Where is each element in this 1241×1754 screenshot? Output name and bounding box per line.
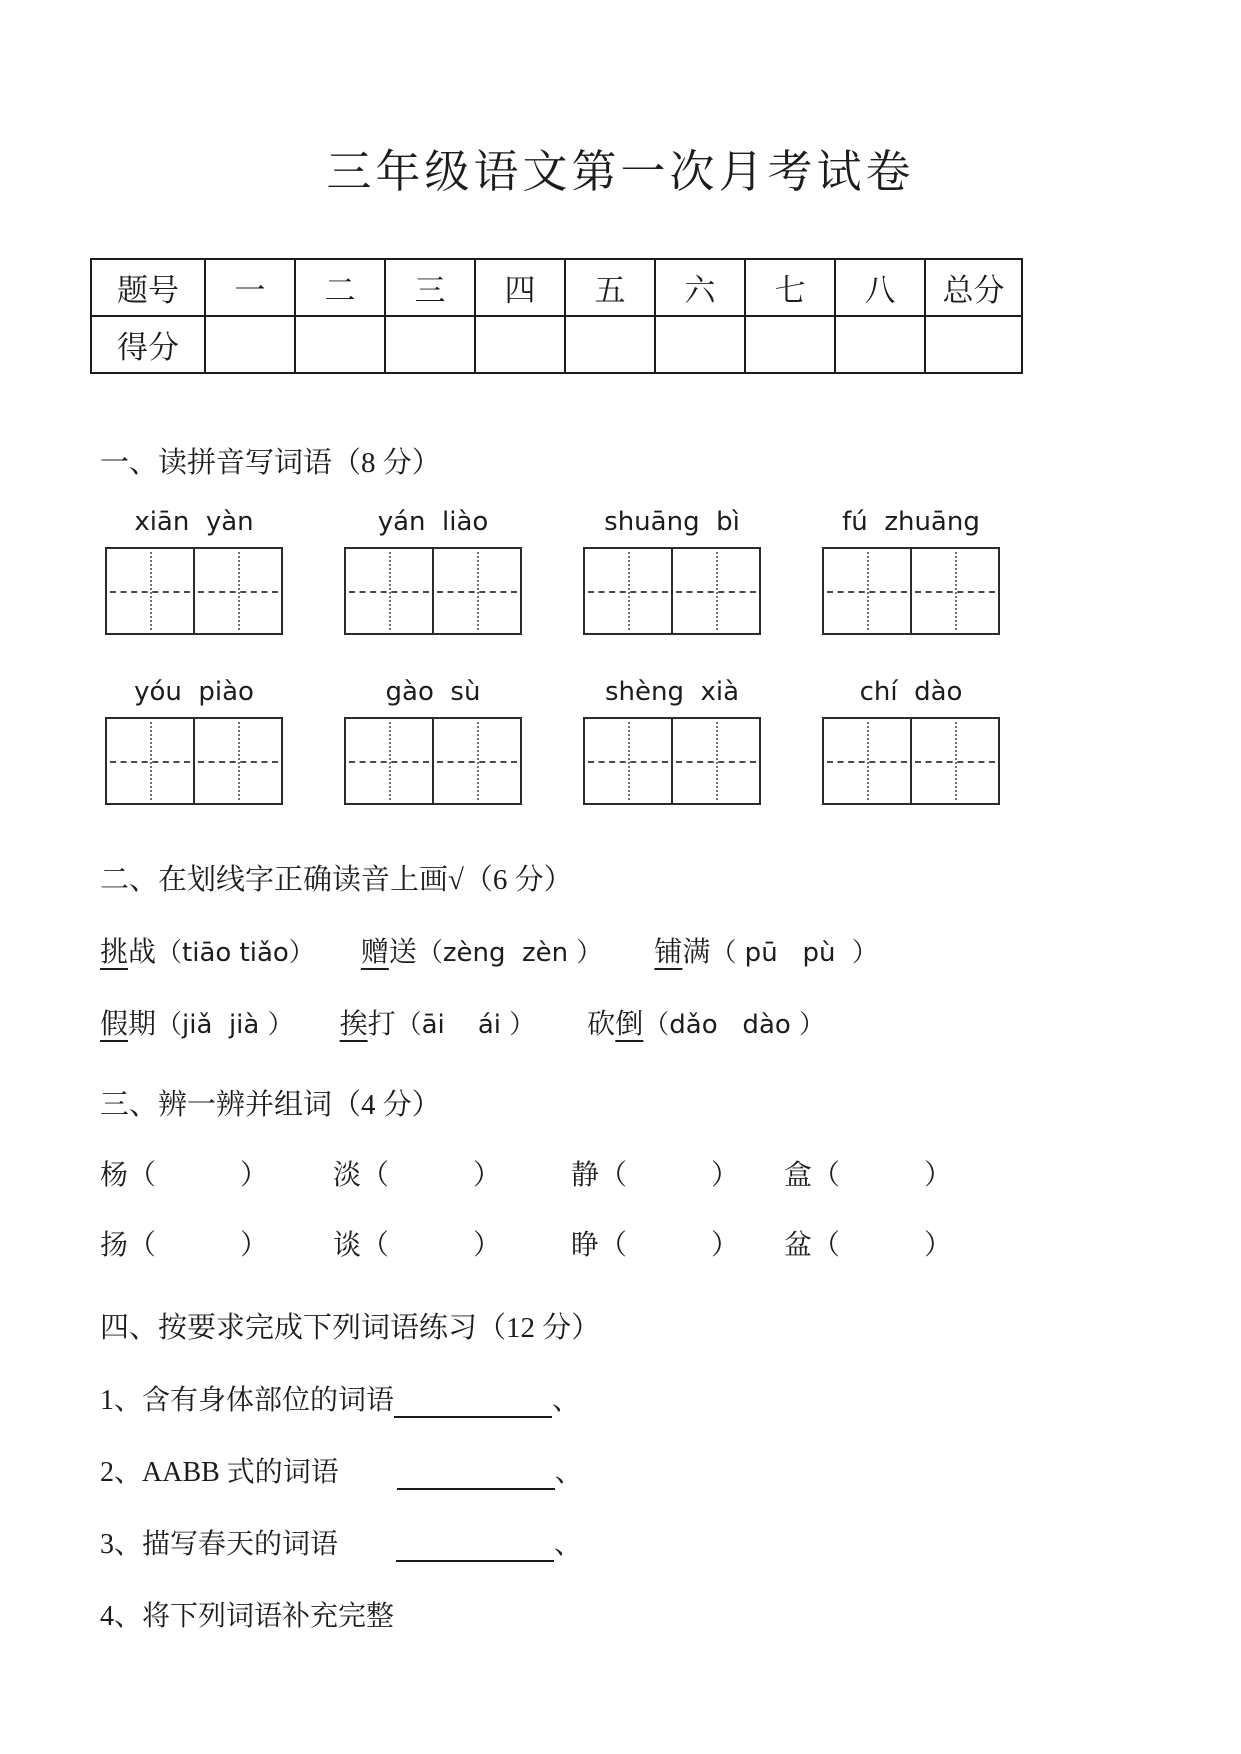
char-with-blank: 谈（ ） xyxy=(333,1230,502,1261)
word-item xyxy=(340,1002,536,1042)
word-suffix: 战 xyxy=(128,937,157,968)
pinyin-label: gào sù xyxy=(385,677,481,707)
score-table-header-cell: 三 xyxy=(385,259,475,316)
writing-grid-cell xyxy=(193,549,281,633)
pinyin-options: （ pū pù ） xyxy=(710,938,878,968)
section4-heading: 四、按要求完成下列词语练习（12 分） xyxy=(100,1312,601,1344)
pinyin-options: （jiǎ jià ） xyxy=(156,1010,294,1040)
underlined-char: 挑 xyxy=(100,937,129,968)
score-table-header-cell: 题号 xyxy=(91,259,205,316)
pinyin-row-1 xyxy=(105,507,1241,537)
score-table xyxy=(90,258,1023,374)
writing-grid-cell xyxy=(107,719,193,803)
writing-grid-box xyxy=(583,547,761,635)
writing-grid-box xyxy=(583,717,761,805)
pronunciation-line-1 xyxy=(100,930,1241,970)
writing-grid-box xyxy=(822,717,1000,805)
answer-blank xyxy=(396,1532,554,1562)
score-empty-cell xyxy=(655,316,745,373)
pinyin-label: chí dào xyxy=(859,677,963,707)
score-table-score-row xyxy=(91,316,1022,373)
pinyin-label: shèng xià xyxy=(604,677,740,707)
writing-grid-cell xyxy=(824,549,910,633)
underlined-char: 倒 xyxy=(615,1009,644,1040)
score-label-cell: 得分 xyxy=(91,316,205,373)
exercise-label: 3、描写春天的词语 xyxy=(100,1529,339,1560)
pinyin-label: shuāng bì xyxy=(604,507,740,537)
score-table-header-cell: 二 xyxy=(295,259,385,316)
writing-grid-row-1 xyxy=(105,547,1241,635)
exercise-tail: 、 xyxy=(552,1385,581,1416)
word-suffix: 送 xyxy=(388,937,417,968)
score-empty-cell xyxy=(925,316,1022,373)
writing-grid-cell xyxy=(824,719,910,803)
exercise-item-1 xyxy=(100,1378,1241,1418)
char-with-blank: 淡（ ） xyxy=(333,1160,502,1191)
writing-grid-cell xyxy=(432,549,520,633)
exercise-tail: 、 xyxy=(554,1457,583,1488)
pinyin-label: yán liào xyxy=(377,507,489,537)
char-with-blank: 睁（ ） xyxy=(571,1230,740,1261)
score-table-header-cell: 一 xyxy=(205,259,295,316)
writing-grid-box xyxy=(344,547,522,635)
writing-grid-cell xyxy=(346,719,432,803)
score-empty-cell xyxy=(745,316,835,373)
exercise-label: 1、含有身体部位的词语 xyxy=(100,1385,395,1416)
pinyin-label: fú zhuāng xyxy=(842,507,980,537)
writing-grid-cell xyxy=(585,549,671,633)
score-empty-cell xyxy=(385,316,475,373)
section3-heading: 三、辨一辨并组词（4 分） xyxy=(100,1089,441,1121)
score-table-header-cell: 四 xyxy=(475,259,565,316)
writing-grid-cell xyxy=(432,719,520,803)
char-with-blank: 扬（ ） xyxy=(100,1230,269,1261)
exercise-item-2 xyxy=(100,1450,1241,1490)
underlined-char: 假 xyxy=(100,1009,129,1040)
exercise-tail: 、 xyxy=(554,1529,583,1560)
char-with-blank: 盒（ ） xyxy=(784,1160,953,1191)
writing-grid-cell xyxy=(193,719,281,803)
writing-grid-box xyxy=(105,717,283,805)
section2-heading: 二、在划线字正确读音上画√（6 分） xyxy=(100,864,573,896)
word-formation-row-1 xyxy=(100,1153,1241,1193)
char-with-blank: 静（ ） xyxy=(571,1160,740,1191)
char-with-blank: 杨（ ） xyxy=(100,1160,269,1191)
writing-grid-box xyxy=(344,717,522,805)
score-table-header-cell: 五 xyxy=(565,259,655,316)
writing-grid-cell xyxy=(585,719,671,803)
writing-grid-cell xyxy=(910,719,998,803)
score-table-header-cell: 六 xyxy=(655,259,745,316)
word-suffix: 满 xyxy=(682,937,711,968)
exercise-item-4 xyxy=(100,1594,1241,1634)
writing-grid-box xyxy=(822,547,1000,635)
word-suffix: 打 xyxy=(367,1009,396,1040)
score-empty-cell xyxy=(835,316,925,373)
word-item xyxy=(100,930,315,970)
word-formation-row-2 xyxy=(100,1223,1241,1263)
exercise-label: 4、将下列词语补充完整 xyxy=(100,1601,395,1632)
exercise-label: 2、AABB 式的词语 xyxy=(100,1457,339,1488)
writing-grid-cell xyxy=(346,549,432,633)
word-prefix: 砍 xyxy=(587,1009,616,1040)
pinyin-options: （tiāo tiǎo） xyxy=(156,938,315,968)
answer-blank xyxy=(394,1388,552,1418)
exercise-item-3 xyxy=(100,1522,1241,1562)
score-table-header-cell: 总分 xyxy=(925,259,1022,316)
score-empty-cell xyxy=(295,316,385,373)
pinyin-options: （dǎo dào ） xyxy=(643,1010,826,1040)
word-item xyxy=(361,930,603,970)
word-suffix: 期 xyxy=(128,1009,157,1040)
section1-heading: 一、读拼音写词语（8 分） xyxy=(100,447,441,479)
writing-grid-cell xyxy=(910,549,998,633)
score-table-header-cell: 八 xyxy=(835,259,925,316)
writing-grid-box xyxy=(105,547,283,635)
pinyin-options: （zèng zèn ） xyxy=(416,938,603,968)
char-with-blank: 盆（ ） xyxy=(784,1230,953,1261)
score-empty-cell xyxy=(475,316,565,373)
pinyin-row-2 xyxy=(105,677,1241,707)
score-table-header-cell: 七 xyxy=(745,259,835,316)
score-empty-cell xyxy=(205,316,295,373)
writing-grid-row-2 xyxy=(105,717,1241,805)
word-item xyxy=(100,1002,294,1042)
underlined-char: 铺 xyxy=(654,937,683,968)
writing-grid-cell xyxy=(671,719,759,803)
page-title: 三年级语文第一次月考试卷 xyxy=(326,147,915,197)
pinyin-label: yóu piào xyxy=(134,677,254,707)
score-table-header-row xyxy=(91,259,1022,316)
writing-grid-cell xyxy=(107,549,193,633)
pinyin-label: xiān yàn xyxy=(134,507,254,537)
writing-grid-cell xyxy=(671,549,759,633)
underlined-char: 赠 xyxy=(360,937,389,968)
pinyin-options: （āi ái ） xyxy=(395,1010,536,1040)
pronunciation-line-2 xyxy=(100,1002,1241,1042)
word-item xyxy=(654,930,878,970)
underlined-char: 挨 xyxy=(339,1009,368,1040)
word-item xyxy=(587,1002,825,1042)
score-empty-cell xyxy=(565,316,655,373)
answer-blank xyxy=(397,1460,555,1490)
